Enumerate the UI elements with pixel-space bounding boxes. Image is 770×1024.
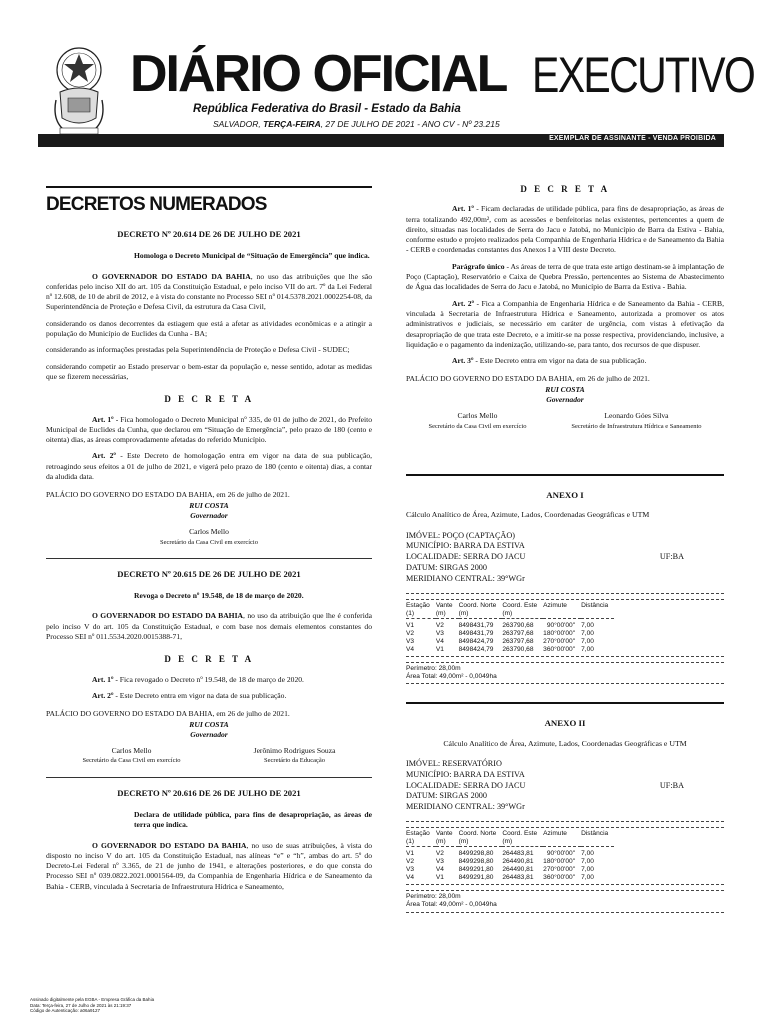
decree-1-decreta: D E C R E T A	[164, 394, 254, 405]
table-cell: 360°00'00"	[543, 873, 576, 881]
decree-2-title: DECRETO Nº 20.615 DE 26 DE JULHO DE 2021	[117, 568, 301, 579]
decree-1-consideration-1: considerando os danos decorrentes da estiagem que está a afetar as atividades econômicas e a atingir a população do Município de Euclides da Cunha - BA;	[46, 318, 372, 339]
annex-2-area: Área Total: 49,00m² - 0,0049ha	[406, 901, 497, 909]
decree-1-ementa: Homologa o Decreto Municipal de “Situação de Emergência” que indica.	[134, 251, 370, 261]
footer-line: Código de Autenticação: a06a9127	[30, 1008, 101, 1014]
table-cell: (m)	[502, 837, 513, 845]
governor-name: RUI COSTA	[189, 719, 229, 729]
table-cell: (m)	[435, 609, 446, 617]
annex-1-subtitle: Cálculo Analítico de Área, Azimute, Lados, Coordenadas Geográficas e UTM	[406, 510, 650, 520]
governor-role: Governador	[190, 510, 228, 520]
annex-2-perimeter: Perímetro: 28,00m	[406, 892, 461, 900]
decree-1-art-2: Art. 2º - Este Decreto de homologação entra em vigor na data de sua publicação, retroagindo seus efeitos a 01 de julho de 2021, e vigerá pelo prazo de 180 (cento e oitenta) dias, a contar da aludida data.	[46, 451, 373, 482]
table-cell: V1	[406, 621, 415, 629]
decree-1-consideration-2: considerando as informações prestadas pela Superintendência de Proteção e Defesa Civil - SUDEC;	[46, 345, 350, 355]
table-cell: V2	[406, 629, 415, 637]
annex-2-datum: DATUM: SIRGAS 2000	[406, 791, 487, 801]
table-rule	[406, 821, 724, 828]
table-cell: V4	[406, 873, 415, 881]
table-rule	[406, 656, 724, 663]
table-cell: 90°00'00"	[546, 621, 576, 629]
table-cell: V3	[435, 857, 444, 865]
decree-2-signature	[46, 720, 372, 741]
secretary-2: Leonardo Góes Silva Secretário de Infraestrutura Hídrica e Saneamento	[571, 411, 702, 430]
table-cell: V3	[406, 865, 415, 873]
table-cell: 270°00'00"	[543, 865, 576, 873]
annex-1-imovel: IMÓVEL: POÇO (CAPTAÇÃO)	[406, 530, 515, 540]
table-row	[406, 638, 614, 646]
table-cell: 360°00'00"	[543, 645, 576, 653]
annex-2-coordinates-table	[406, 830, 614, 882]
table-cell: 180°00'00"	[543, 629, 576, 637]
decree-3-ementa: Declara de utilidade pública, para fins de desapropriação, as áreas de terra que indica.	[134, 809, 372, 830]
decree-3-secretaries	[406, 411, 724, 432]
table-rule	[406, 912, 724, 913]
table-cell: Coord. Norte	[458, 601, 497, 609]
table-cell: (m)	[458, 609, 469, 617]
table-cell: Vante	[435, 601, 453, 609]
annex-2-property	[406, 759, 724, 813]
table-cell: 7,00	[581, 637, 594, 645]
table-cell	[581, 610, 614, 619]
table-cell: (m)	[435, 837, 446, 845]
annex-2-municipio: MUNICÍPIO: BARRA DA ESTIVA	[406, 769, 525, 779]
table-cell: V2	[406, 857, 415, 865]
decree-1-preamble: O GOVERNADOR DO ESTADO DA BAHIA, no uso das atribuições que lhe são conferidas pelo inciso XII do art. 105 da Constituição Estadual, e pelo inciso VII do art. 7º da Lei Federal nº 12.608, de 10 de abril de 2012, e à vista do constante no Processo SEI nº 014.5378.2021.0002254-08, da Superintendência de Proteção e Defesa Civil, da estrutura da Casa Civil,	[46, 271, 372, 312]
divider	[46, 777, 372, 778]
table-cell: 263797,68	[502, 629, 534, 637]
decree-3-title: DECRETO Nº 20.616 DE 26 DE JULHO DE 2021	[117, 787, 301, 798]
annex-1-localidade-row: LOCALIDADE: SERRA DO JACU UF:BA	[406, 552, 684, 562]
decree-3-art-3: Art. 3º - Este Decreto entra em vigor na data de sua publicação.	[452, 356, 647, 366]
table-cell: Azimute	[543, 601, 567, 609]
table-cell: Azimute	[543, 829, 567, 837]
divider	[406, 474, 724, 476]
annex-2-title: ANEXO II	[544, 718, 586, 729]
table-rule	[406, 593, 724, 600]
table-cell	[543, 610, 581, 619]
table-cell: 7,00	[581, 629, 594, 637]
decree-2-art-2: Art. 2º - Este Decreto entra em vigor na data de sua publicação.	[92, 690, 287, 700]
left-column	[46, 160, 372, 898]
decree-3-art-1: Art. 1º - Ficam declaradas de utilidade pública, para fins de desapropriação, as áreas de terra totalizando 492,00m², com as acessões e benfeitorias nelas existentes, pertencentes a quem de direito, situadas nas localidades de Serra do Jacu e Jatobá, no Município de Barra da Estiva - Bahia, conforme estudo e projeto realizados pela Companhia de Engenharia Hídrica e de Saneamento da Bahia - CERB e coordenadas constantes dos Anexos I a VIII deste Decreto.	[406, 204, 725, 255]
table-cell: 264483,81	[502, 873, 534, 881]
governor-role: Governador	[546, 395, 584, 405]
secretary-role: Secretário da Casa Civil em exercício	[159, 538, 258, 546]
table-cell: Distância	[581, 601, 609, 609]
table-cell: 270°00'00"	[543, 637, 576, 645]
table-rule	[406, 683, 724, 684]
annex-1-meridiano: MERIDIANO CENTRAL: 39°WGr	[406, 573, 525, 583]
issue-line: SALVADOR, TERÇA-FEIRA, 27 DE JULHO DE 2021 - ANO CV - Nº 23.215	[213, 119, 500, 129]
secretary-1: Carlos Mello Secretário da Casa Civil em exercício	[428, 411, 527, 430]
decree-1-signature	[46, 501, 372, 548]
decree-3-paragrafo-unico: Parágrafo único - As áreas de terra de que trata este artigo destinam-se à implantação de Poço (Captação), Reservatório e Caixa de Quebra Pressão, pertencentes ao Sistema de Abastecimento de Água das localidades de Serra do Jacu e Jatobá, no Município de Barra da Estiva - Bahia.	[406, 261, 724, 292]
table-cell: (m)	[502, 609, 513, 617]
table-cell: 90°00'00"	[546, 849, 576, 857]
decree-3-palacio: PALÁCIO DO GOVERNO DO ESTADO DA BAHIA, em 26 de julho de 2021.	[406, 374, 650, 384]
table-cell: 8498431,79	[458, 621, 494, 629]
section-title: DECRETOS NUMERADOS	[46, 186, 372, 216]
table-cell: 7,00	[581, 621, 594, 629]
annex-2-subtitle: Cálculo Analítico de Área, Azimute, Lados, Coordenadas Geográficas e UTM	[443, 738, 687, 748]
table-cell: 8499291,80	[458, 865, 494, 873]
table-cell: 8499291,80	[458, 873, 494, 881]
subscriber-notice: EXEMPLAR DE ASSINANTE - VENDA PROIBIDA	[549, 135, 716, 142]
divider	[406, 702, 724, 704]
masthead-title-executivo: EXECUTIVO	[532, 47, 755, 103]
decree-2-palacio: PALÁCIO DO GOVERNO DO ESTADO DA BAHIA, em 26 de julho de 2021.	[46, 709, 290, 719]
table-rule	[406, 884, 724, 891]
governor-role: Governador	[190, 729, 228, 739]
annex-1-datum: DATUM: SIRGAS 2000	[406, 562, 487, 572]
table-cell: 264490,81	[502, 865, 534, 873]
table-cell: 263797,68	[502, 637, 534, 645]
table-row	[406, 858, 614, 866]
masthead-title: DIÁRIO OFICIAL	[130, 45, 507, 103]
table-header-row	[406, 610, 614, 619]
table-cell: 263790,68	[502, 645, 534, 653]
table-cell: V4	[435, 637, 444, 645]
decree-3-preamble: O GOVERNADOR DO ESTADO DA BAHIA, no uso de suas atribuições, à vista do disposto no inciso V do art. 105 da Constituição Estadual, nas alíneas “e” e “h”, ambas do art. 5º do Decreto-Lei Federal nº 3.365, de 21 de junho de 1941, e alterações posteriores, e do que consta do Processo SEI nº 039.0822.2021.0001564-09, da Companhia de Engenharia Hídrica e de Saneamento da Bahia - CERB, vinculada à Secretaria de Infraestrutura Hídrica e Saneamento,	[46, 840, 372, 891]
table-cell: V1	[435, 645, 444, 653]
annex-2-imovel: IMÓVEL: RESERVATÓRIO	[406, 758, 502, 768]
governor-name: RUI COSTA	[189, 500, 229, 510]
annex-2-meridiano: MERIDIANO CENTRAL: 39°WGr	[406, 802, 525, 812]
secretary-1: Carlos Mello Secretário da Casa Civil em exercício	[82, 746, 181, 765]
governor-name: RUI COSTA	[545, 384, 585, 394]
decree-2-preamble: O GOVERNADOR DO ESTADO DA BAHIA, no uso da atribuição que lhe é conferida pelo inciso V do art. 105 da Constituição Estadual, e com base nos demais elementos constantes do Processo SEI nº 011.5534.2020.0015388-71,	[46, 611, 372, 642]
decree-2-secretaries	[46, 746, 372, 767]
issue-weekday: TERÇA-FEIRA	[263, 119, 321, 129]
table-cell: V1	[406, 849, 415, 857]
masthead-subtitle: República Federativa do Brasil - Estado da Bahia	[193, 103, 461, 115]
annex-2-localidade-row: LOCALIDADE: SERRA DO JACU UF:BA	[406, 780, 684, 790]
table-row	[406, 850, 614, 858]
decree-2-art-1: Art. 1º - Fica revogado o Decreto nº 19.548, de 18 de março de 2020.	[92, 674, 304, 684]
annex-1-title: ANEXO I	[546, 489, 584, 500]
table-cell: 8499298,80	[458, 857, 494, 865]
table-cell: 8498424,79	[458, 637, 494, 645]
table-cell: V3	[406, 637, 415, 645]
table-cell: Estação	[406, 601, 430, 609]
table-cell: V4	[406, 645, 415, 653]
table-cell: Estação	[406, 829, 430, 837]
divider	[46, 558, 372, 559]
secretary-name: Carlos Mello	[189, 527, 229, 537]
header-bar	[38, 134, 724, 147]
table-cell	[581, 838, 614, 847]
decree-1-art-1: Art. 1º - Fica homologado o Decreto Municipal nº 335, de 01 de julho de 2021, do Prefeito Municipal de Euclides da Cunha, que declarou em “Situação de Emergência”, pelo prazo de 180 (cento e oitenta) dias, as áreas comprovadamente afetadas do referido Município.	[46, 414, 372, 445]
decree-2-decreta: D E C R E T A	[164, 654, 254, 665]
table-cell: Distância	[581, 829, 609, 837]
table-row	[406, 866, 614, 874]
table-header-row	[406, 830, 614, 838]
table-row	[406, 874, 614, 882]
decree-1-palacio: PALÁCIO DO GOVERNO DO ESTADO DA BAHIA, em 26 de julho de 2021.	[46, 490, 290, 500]
bahia-coat-of-arms-icon	[50, 40, 108, 138]
table-cell: V1	[435, 873, 444, 881]
table-row	[406, 630, 614, 638]
decree-1-consideration-3: considerando competir ao Estado preservar o bem-estar da população e, nesse sentido, adotar as medidas que se fizerem necessárias,	[46, 361, 372, 381]
table-cell: 8498424,79	[458, 645, 494, 653]
table-cell: (1)	[406, 837, 415, 845]
annex-1-area: Área Total: 49,00m² - 0,0049ha	[406, 672, 497, 680]
table-row	[406, 622, 614, 630]
footer-line: Assinado digitalmente pela EGBA - Empresa Gráfica da Bahia	[30, 997, 155, 1002]
table-cell: 7,00	[581, 645, 594, 653]
table-cell: 264483,81	[502, 849, 534, 857]
secretary-2: Jerônimo Rodrigues Souza Secretário da Educação	[253, 746, 336, 765]
table-cell: 7,00	[581, 857, 594, 865]
table-cell	[543, 838, 581, 847]
annex-1-coordinates-table	[406, 602, 614, 654]
footer-line: Data: Terça-feira, 27 de Julho de 2021 às 21:19:37	[30, 1002, 132, 1008]
table-cell: Coord. Este	[502, 601, 538, 609]
annex-1-municipio: MUNICÍPIO: BARRA DA ESTIVA	[406, 541, 525, 551]
decree-1-title: DECRETO Nº 20.614 DE 26 DE JULHO DE 2021	[117, 229, 301, 239]
decree-3-art-2: Art. 2º - Fica a Companhia de Engenharia Hídrica e de Saneamento da Bahia - CERB, vinculada à Secretaria de Infraestrutura Hídrica e Saneamento, autorizada a promover os atos administrativos e judiciais, se necessário em caráter de urgência, com vistas à efetivação da desapropriação de que trata este Decreto, e a imitir-se na posse respectiva, providenciando, inclusive, a liquidação e o pagamento da indenização, utilizando-se, para tanto, dos recursos de que dispuser.	[406, 298, 724, 349]
table-cell: Coord. Este	[502, 829, 538, 837]
table-cell: (m)	[458, 837, 469, 845]
table-cell: 7,00	[581, 849, 594, 857]
table-cell: V2	[435, 849, 444, 857]
table-cell: V4	[435, 865, 444, 873]
table-cell: 263790,68	[502, 621, 534, 629]
table-cell: Vante	[435, 829, 453, 837]
digital-signature-footer	[30, 997, 154, 1014]
table-row	[406, 646, 614, 654]
decree-3-signature	[406, 385, 724, 406]
table-cell: Coord. Norte	[458, 829, 497, 837]
decree-3-decreta: D E C R E T A	[520, 184, 610, 194]
table-cell: 7,00	[581, 865, 594, 873]
annex-1-perimeter: Perímetro: 28,00m	[406, 664, 461, 672]
table-cell: 7,00	[581, 873, 594, 881]
table-cell: (1)	[406, 609, 415, 617]
table-cell: V2	[435, 621, 444, 629]
table-header-row	[406, 602, 614, 610]
table-cell: V3	[435, 629, 444, 637]
table-cell: 8498431,79	[458, 629, 494, 637]
annex-1-property	[406, 531, 724, 585]
table-cell: 180°00'00"	[543, 857, 576, 865]
table-header-row	[406, 838, 614, 847]
table-cell: 264490,81	[502, 857, 534, 865]
right-column	[406, 184, 724, 915]
table-cell: 8499298,80	[458, 849, 494, 857]
decree-2-ementa: Revoga o Decreto nº 19.548, de 18 de março de 2020.	[134, 591, 304, 601]
